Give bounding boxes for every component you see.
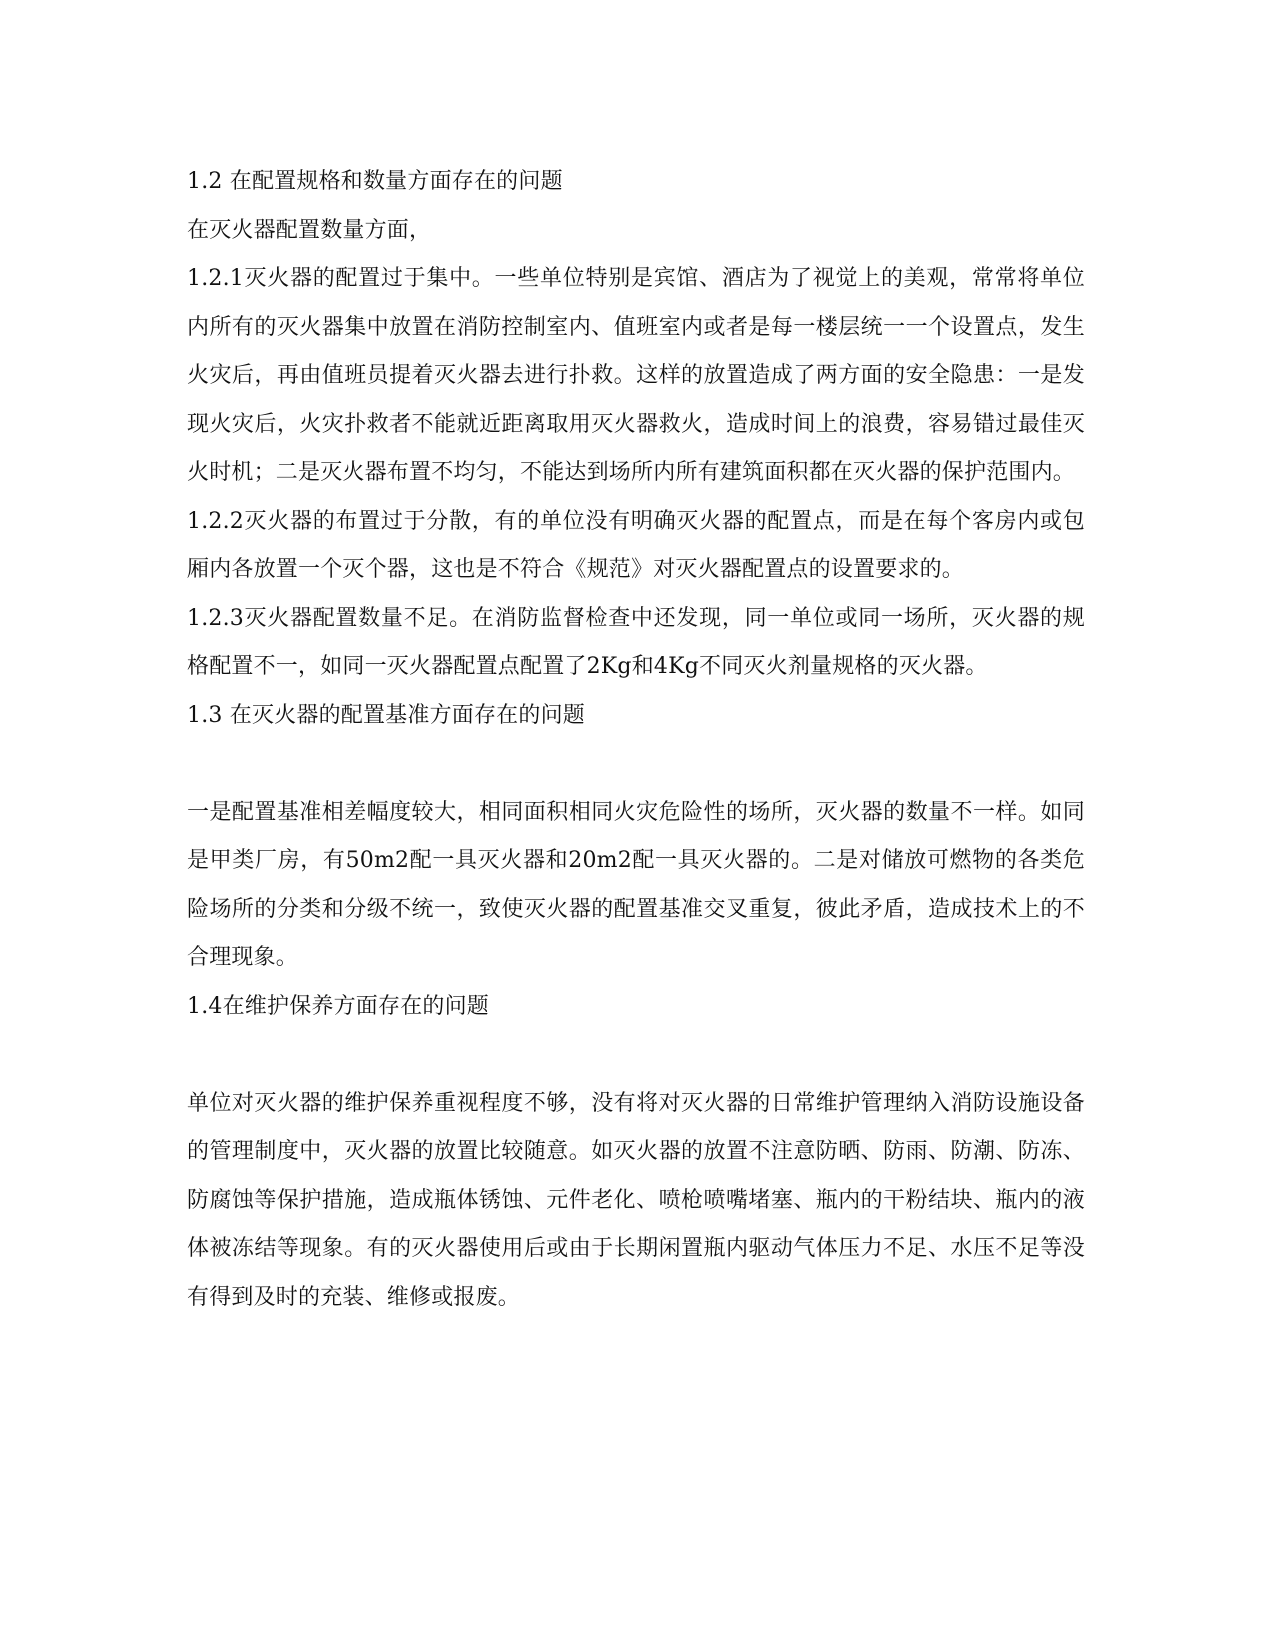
paragraph-intro: 在灭火器配置数量方面，	[187, 217, 432, 243]
paragraph-1-2-2: 1.2.2灭火器的布置过于分散，有的单位没有明确灭火器的配置点，而是在每个客房内或包厢内各放置一个灭个器，这也是不符合《规范》对灭火器配置点的设置要求的。	[187, 508, 1085, 582]
heading-1-3: 1.3 在灭火器的配置基准方面存在的问题	[187, 702, 585, 728]
blank-line	[187, 1031, 1085, 1080]
heading-1-4: 1.4在维护保养方面存在的问题	[187, 993, 489, 1019]
paragraph-1-3: 一是配置基准相差幅度较大，相同面积相同火灾危险性的场所，灭火器的数量不一样。如同是甲类厂房，有50m2配一具灭火器和20m2配一具灭火器的。二是对储放可燃物的各类危险场所的分类和分级不统一，致使灭火器的配置基准交叉重复，彼此矛盾，造成技术上的不合理现象。	[187, 799, 1085, 970]
blank-line	[187, 740, 1085, 789]
paragraph-1-2-3: 1.2.3灭火器配置数量不足。在消防监督检查中还发现，同一单位或同一场所，灭火器的规格配置不一，如同一灭火器配置点配置了2Kg和4Kg不同灭火剂量规格的灭火器。	[187, 605, 1085, 679]
heading-1-2: 1.2 在配置规格和数量方面存在的问题	[187, 169, 563, 194]
paragraph-1-4: 单位对灭火器的维护保养重视程度不够，没有将对灭火器的日常维护管理纳入消防设施设备的管理制度中，灭火器的放置比较随意。如灭火器的放置不注意防晒、防雨、防潮、防冻、防腐蚀等保护措施，造成瓶体锈蚀、元件老化、喷枪喷嘴堵塞、瓶内的干粉结块、瓶内的液体被冻结等现象。有的灭火器使用后或由于长期闲置瓶内驱动气体压力不足、水压不足等没有得到及时的充装、维修或报废。	[187, 1090, 1085, 1310]
document-body	[187, 158, 1085, 1322]
paragraph-1-2-1: 1.2.1灭火器的配置过于集中。一些单位特别是宾馆、酒店为了视觉上的美观，常常将单位内所有的灭火器集中放置在消防控制室内、值班室内或者是每一楼层统一一个设置点，发生火灾后，再由值班员提着灭火器去进行扑救。这样的放置造成了两方面的安全隐患：一是发现火灾后，火灾扑救者不能就近距离取用灭火器救火，造成时间上的浪费，容易错过最佳灭火时机；二是灭火器布置不均匀，不能达到场所内所有建筑面积都在灭火器的保护范围内。	[187, 266, 1085, 485]
